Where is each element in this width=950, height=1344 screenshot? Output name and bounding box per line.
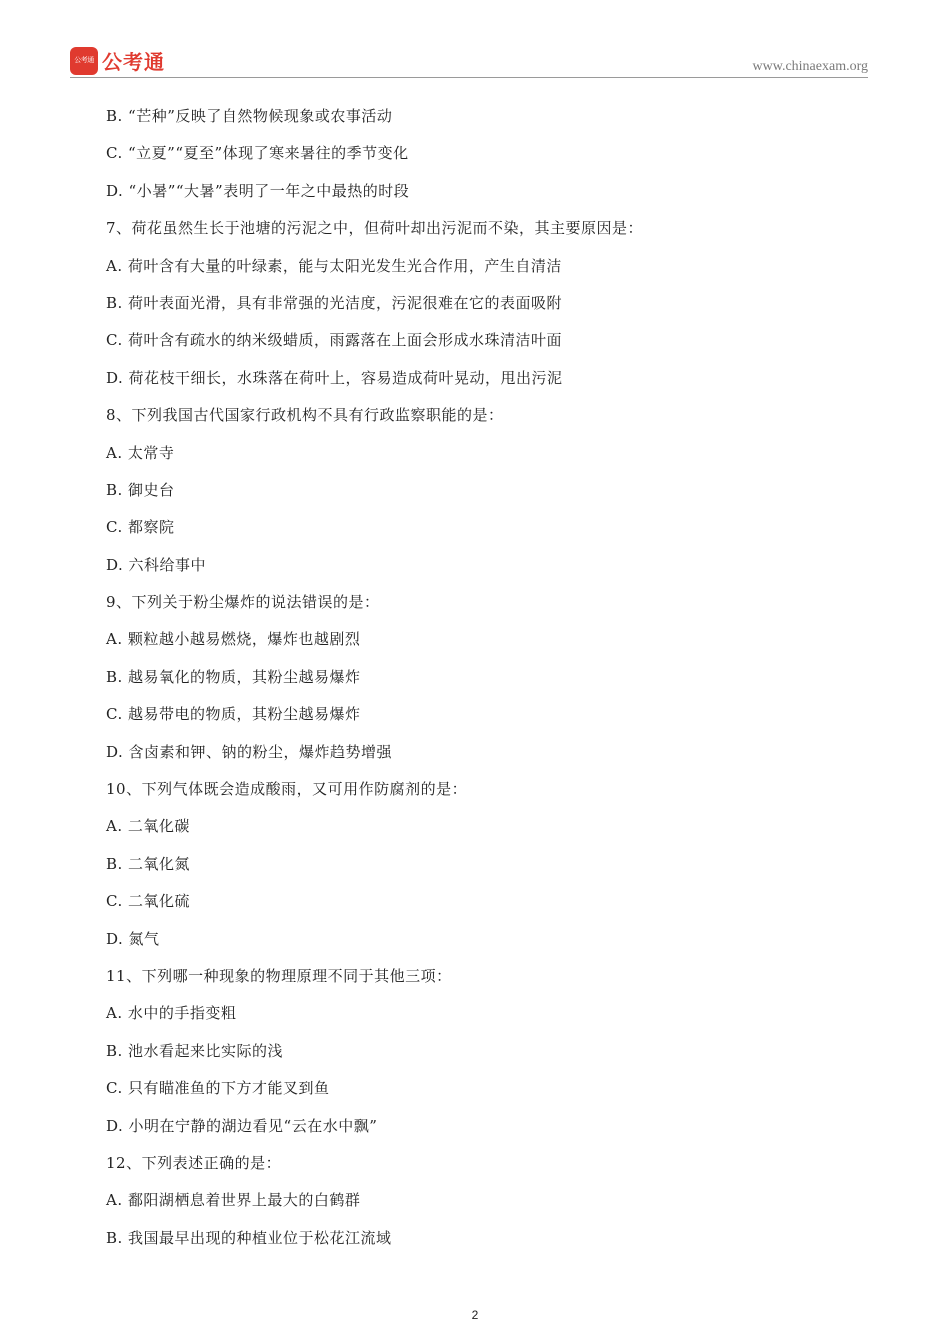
text-line: C. 只有瞄准鱼的下方才能叉到鱼 <box>106 1079 330 1098</box>
text-line: C. 越易带电的物质，其粉尘越易爆炸 <box>106 705 361 724</box>
text-line: D. 六科给事中 <box>106 555 207 574</box>
text-line: A. 颗粒越小越易燃烧，爆炸也越剧烈 <box>106 630 361 649</box>
text-line: B. 御史台 <box>106 480 175 499</box>
text-line: D. 荷花枝干细长，水珠落在荷叶上，容易造成荷叶晃动，甩出污泥 <box>106 368 563 387</box>
text-line: D. 小明在宁静的湖边看见“云在水中飘” <box>106 1116 378 1135</box>
text-line: B. 越易氧化的物质，其粉尘越易爆炸 <box>106 667 361 686</box>
question-stem: 8、下列我国古代国家行政机构不具有行政监察职能的是： <box>106 406 504 425</box>
question-stem: 12、下列表述正确的是： <box>106 1153 282 1172</box>
site-url: www.chinaexam.org <box>752 59 868 74</box>
text-line: B. 池水看起来比实际的浅 <box>106 1041 284 1060</box>
text-line: B. “芒种”反映了自然物候现象或农事活动 <box>106 107 393 125</box>
question-stem: 9、下列关于粉尘爆炸的说法错误的是： <box>106 593 380 612</box>
text-line: A. 荷叶含有大量的叶绿素，能与太阳光发生光合作用，产生自清洁 <box>106 256 562 275</box>
question-stem: 11、下列哪一种现象的物理原理不同于其他三项： <box>106 966 452 985</box>
text-line: A. 水中的手指变粗 <box>106 1004 237 1023</box>
header-divider <box>70 77 868 78</box>
page-number: 2 <box>471 1308 479 1322</box>
text-line: C. 荷叶含有疏水的纳米级蜡质，雨露落在上面会形成水珠清洁叶面 <box>106 331 562 350</box>
logo-text: 公考通 <box>102 50 165 74</box>
text-line: A. 鄱阳湖栖息着世界上最大的白鹤群 <box>106 1191 361 1210</box>
text-line: D. 含卤素和钾、钠的粉尘，爆炸趋势增强 <box>106 742 393 761</box>
text-line: B. 荷叶表面光滑，具有非常强的光洁度，污泥很难在它的表面吸附 <box>106 293 563 312</box>
text-line: D. “小暑”“大暑”表明了一年之中最热的时段 <box>106 181 410 200</box>
text-line: C. “立夏”“夏至”体现了寒来暑往的季节变化 <box>106 144 409 163</box>
logo <box>70 46 165 75</box>
page-header <box>70 44 868 78</box>
question-stem: 7、荷花虽然生长于池塘的污泥之中，但荷叶却出污泥而不染，其主要原因是： <box>106 219 644 238</box>
text-line: C. 二氧化硫 <box>106 892 190 911</box>
logo-badge-icon: 公考通 <box>70 47 98 75</box>
text-line: C. 都察院 <box>106 518 175 537</box>
text-line: B. 二氧化氮 <box>106 854 191 873</box>
question-stem: 10、下列气体既会造成酸雨，又可用作防腐剂的是： <box>106 780 468 799</box>
text-line: B. 我国最早出现的种植业位于松花江流域 <box>106 1228 392 1247</box>
text-line: A. 二氧化碳 <box>106 817 190 836</box>
document-body <box>106 103 876 1262</box>
text-line: D. 氮气 <box>106 929 160 948</box>
text-line: A. 太常寺 <box>106 443 175 462</box>
